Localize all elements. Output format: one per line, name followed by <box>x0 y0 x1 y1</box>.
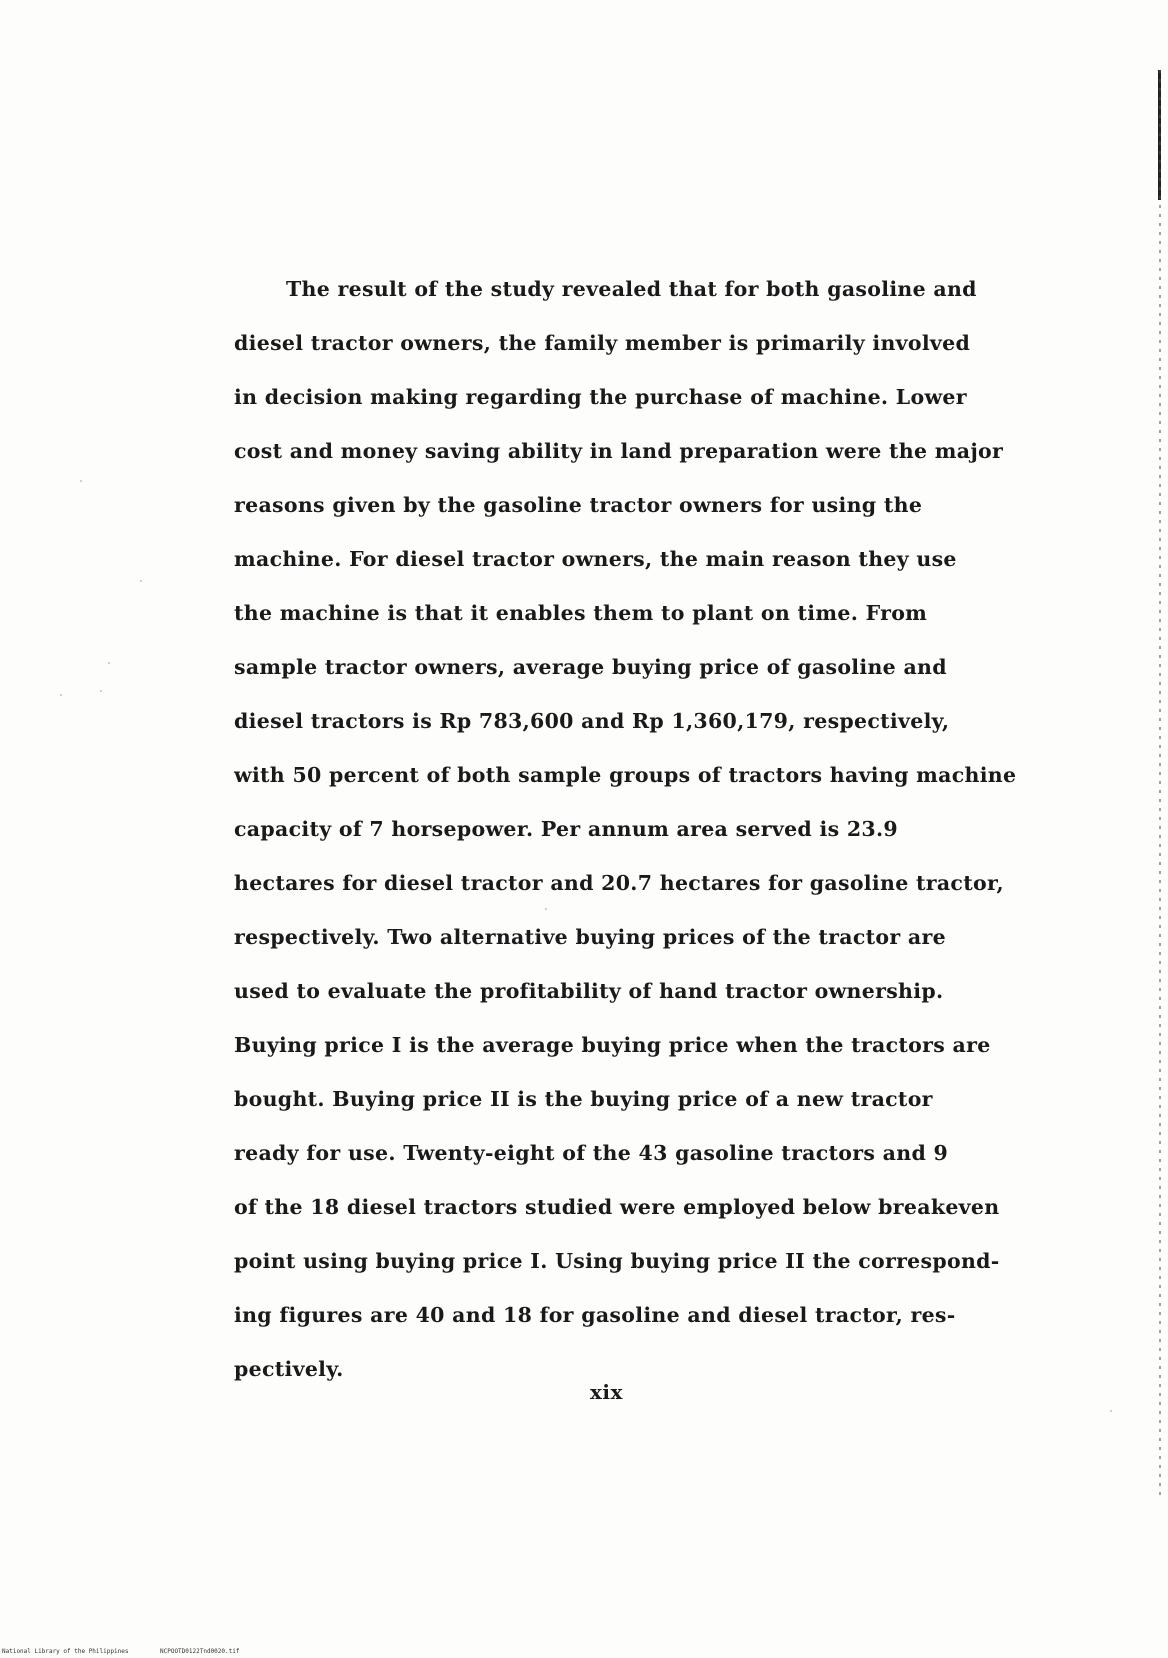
paragraph-line: ing figures are 40 and 18 for gasoline and diesel tractor, res- <box>234 1303 956 1327</box>
paragraph-line: hectares for diesel tractor and 20.7 hectares for gasoline tractor, <box>234 871 1004 895</box>
paragraph-line: of the 18 diesel tractors studied were employed below breakeven <box>234 1195 1000 1219</box>
footer-library-credit: National Library of the Philippines <box>2 1648 129 1655</box>
paragraph-line: capacity of 7 horsepower. Per annum area served is 23.9 <box>234 817 898 841</box>
paragraph-line: respectively. Two alternative buying prices of the tractor are <box>234 925 946 949</box>
paragraph-line: The result of the study revealed that for both gasoline and <box>286 277 977 301</box>
footer-file-id: NCPOOTD0122Tnd0020.tif <box>160 1648 240 1655</box>
page-number: xix <box>590 1380 623 1404</box>
paragraph-line: machine. For diesel tractor owners, the main reason they use <box>234 547 957 571</box>
paragraph-line: diesel tractor owners, the family member is primarily involved <box>234 331 971 355</box>
paragraph-line: Buying price I is the average buying price when the tractors are <box>234 1033 991 1057</box>
paragraph-line: reasons given by the gasoline tractor owners for using the <box>234 493 923 517</box>
paragraph-line: pectively. <box>234 1357 344 1381</box>
paragraph-line: cost and money saving ability in land preparation were the major <box>234 439 1004 463</box>
paragraph-line: ready for use. Twenty-eight of the 43 gasoline tractors and 9 <box>234 1141 949 1165</box>
scan-speck <box>60 694 62 696</box>
paragraph-line: bought. Buying price II is the buying price of a new tractor <box>234 1087 933 1111</box>
scan-speck <box>80 480 82 482</box>
paragraph-line: used to evaluate the profitability of hand tractor ownership. <box>234 979 944 1003</box>
scan-edge-dashes <box>1159 70 1161 1495</box>
scan-speck <box>100 690 102 692</box>
paragraph-line: with 50 percent of both sample groups of tractors having machine <box>234 763 1017 787</box>
paragraph-line: in decision making regarding the purchase of machine. Lower <box>234 385 967 409</box>
paragraph-line: diesel tractors is Rp 783,600 and Rp 1,360,179, respectively, <box>234 709 950 733</box>
paragraph-line: sample tractor owners, average buying price of gasoline and <box>234 655 947 679</box>
scan-speck <box>108 662 110 664</box>
scan-speck <box>1110 1410 1112 1412</box>
paragraph-line: point using buying price I. Using buying price II the correspond- <box>234 1249 1000 1273</box>
scan-speck <box>140 580 142 582</box>
paragraph-line: the machine is that it enables them to plant on time. From <box>234 601 928 625</box>
